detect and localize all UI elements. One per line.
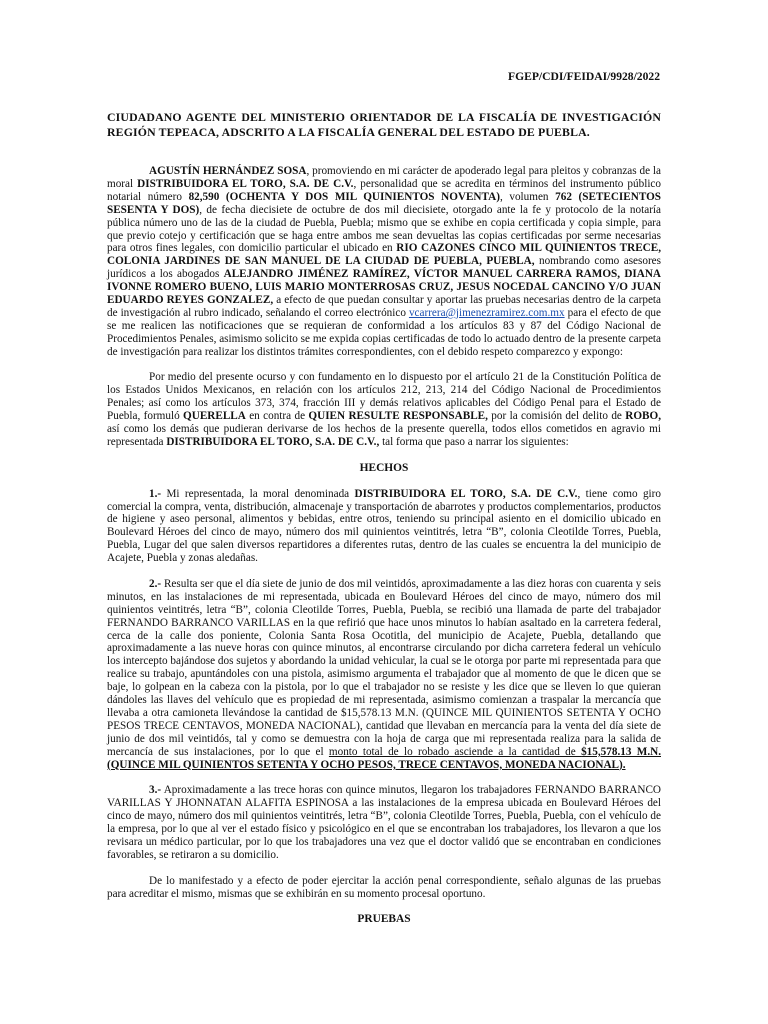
intro-text-5: nombrando como asesores jurídicos a los abogados [107, 255, 662, 281]
complaint-company: DISTRIBUIDORA EL TORO, S.A. DE C.V., [166, 436, 380, 449]
fact-1-paragraph [107, 488, 661, 565]
hechos-heading: HECHOS [359, 461, 409, 474]
fact-1-number: 1.- [149, 487, 162, 500]
responsible-label: QUIEN RESULTE RESPONSABLE, [308, 410, 488, 423]
intro-text-2: , personalidad que se acredita en términos del instrumento público notarial número [107, 177, 661, 203]
complaint-text-1: Por medio del presente ocurso y con fundamento en lo dispuesto por el artículo 21 de la Constitución Política de los Estados Unidos Mexicanos, en relación con los artículos 212, 213, 214 del Código Nacional de Procedimientos Penales; así como los artículos 373, 374, fracción III y demás relativos aplicables del Código Penal para el Estado de Puebla, formuló [107, 371, 661, 423]
complaint-paragraph [107, 371, 661, 448]
fact-3-number: 3.- [149, 784, 162, 797]
fact-1-company: DISTRIBUIDORA EL TORO, S.A. DE C.V. [354, 487, 578, 500]
fact-2-text-1: Resulta ser que el día siete de junio de dos mil veintidós, aproximadamente a las diez horas con cuarenta y seis minutos, en las instalaciones de mi representada, ubicada en Boulevard Héroes del cinco de mayo, número dos mil quinientos veintitrés, letra “B”, colonia Cleotilde Torres, Puebla, Puebla, se recibió una llamada de parte del trabajador FERNANDO BARRANCO VARILLAS en la que refirió que hace unos minutos lo habían asaltado en la carretera federal, cerca de la calle dos poniente, Colonia Santa Rosa Ocotitla, del municipio de Acajete, Puebla, detallando que aproximadamente a las nueve horas con quince minutos, al encontrarse circulando por dicha carretera federal un vehículo los intercepto bajándose dos sujetos y abordando la unidad vehicular, la cual se le otorga por parte mi representada para que realice su trabajo, apuntándoles con una pistola, asimismo argumenta el trabajador que al momento de que le dicen que se baje, lo golpean en la cabeza con la pistola, por lo que el trabajador no se resiste y les dice que se lleven lo que quieran dándoles las llaves del vehículo que es propiedad de mi representada, asimismo comienzan a traspalar la mercancía que llevaba a otra camioneta llevándose la cantidad de $15,578.13 M.N. (QUINCE MIL QUINIENTOS SETENTA Y OCHO PESOS TRECE CENTAVOS, MONEDA NACIONAL), cantidad que llevaban en mercancía para la venta del día siete de junio de dos mil veintidós, tal y como se demuestra con la hoja de carga que mi representada realiza para la salida de mercancía de sus instalaciones, por lo que el [107, 577, 661, 758]
intro-text-6: a efecto de que puedan consultar y aportar las pruebas necesarias dentro de la carpeta de investigación al rubro indicado, señalando el correo electrónico [107, 294, 661, 319]
document-body [107, 165, 661, 939]
fact-2-paragraph [107, 578, 661, 772]
fact-3-text-1: Aproximadamente a las trece horas con quince minutos, llegaron los trabajadores FERNANDO BARRANCO VARILLAS Y JHONNATAN ALAFITA ESPINOSA a las instalaciones de la empresa ubicada en Boulevard Héroes del cinco de mayo, número dos mil quinientos veintitrés, letra “B”, colonia Cleotilde Torres, Puebla, Puebla, con el vehículo de la empresa, por lo que al ver el estado físico y psicológico en el que se encontraban los trabajadores, los llevaron a que los revisara un médico particular, por lo que los trabajadores una vez que el doctor validó que se encontraban en condiciones favorables, se retiraron a su domicilio. [107, 784, 661, 861]
fact-2-number: 2.- [149, 577, 162, 590]
fact-3-paragraph [107, 784, 661, 861]
addressee-block: CIUDADANO AGENTE DEL MINISTERIO ORIENTADOR DE LA FISCALÍA DE INVESTIGACIÓN REGIÓN TEPEACA, ADSCRITO A LA FISCALÍA GENERAL DEL ESTADO DE PUEBLA. [107, 110, 661, 139]
instrument-number: 82,590 (OCHENTA Y DOS MIL QUINIENTOS NOVENTA) [188, 190, 500, 203]
intro-text-1: , promoviendo en mi carácter de apoderado legal para pleitos y cobranzas de la moral [107, 165, 662, 190]
complaint-text-3: por la comisión del delito de [487, 410, 626, 423]
fact-2-underlined: monto total de lo robado asciende a la cantidad de [328, 745, 582, 758]
complainant-address: RIO CAZONES CINCO MIL QUINIENTOS TRECE, COLONIA JARDINES DE SAN MANUEL DE LA CIUDAD DE PUEBLA, PUEBLA, [107, 242, 662, 268]
complainant-name: AGUSTÍN HERNÁNDEZ SOSA [149, 165, 307, 177]
lawyers-list: ALEJANDRO JIMÉNEZ RAMÍREZ, VÍCTOR MANUEL CARRERA RAMOS, DIANA IVONNE ROMERO BUENO, LUIS MARIO MONTERROSAS CRUZ, JESUS NOCEDAL CANCINO Y/O JUAN EDUARDO REYES GONZALEZ, [107, 268, 661, 307]
complaint-text-5: tal forma que paso a narrar los siguientes: [379, 436, 569, 449]
intro-text-3: , volumen [499, 190, 556, 203]
volume-number: 762 (SETECIENTOS SESENTA Y DOS) [107, 190, 662, 216]
stolen-amount: $15,578.13 M.N. (QUINCE MIL QUINIENTOS SETENTA Y OCHO PESOS, TRECE CENTAVOS, MONEDA NACIONAL). [107, 745, 661, 771]
company-name: DISTRIBUIDORA EL TORO, S.A. DE C.V. [137, 177, 354, 190]
fact-1-text-2: , tiene como giro comercial la compra, venta, distribución, almacenaje y transportación de abarrotes y productos complementarios, productos de higiene y aseo personal, alimentos y bebidas, entre otros, teniendo su principal asiento en el domicilio ubicado en Boulevard Héroes del cinco de mayo, número dos mil quinientos veintitrés, letra “B”, colonia Cleotilde Torres, Puebla, Puebla, Lugar del que salen diversos repartidores a diferentes rutas, dentro de las cuales se encuentra la del municipio de Acajete, Puebla y zonas aledañas. [107, 487, 661, 565]
pruebas-heading: PRUEBAS [357, 913, 411, 926]
case-reference: FGEP/CDI/FEIDAI/9928/2022 [507, 70, 660, 83]
intro-text-4: , de fecha diecisiete de octubre de dos mil diecisiete, otorgado ante la fe y protocolo de la notaría pública número uno de las de la ciudad de Puebla, Puebla; mismo que se exhibe en copia certificada y copia simple, para que previo cotejo y certificación que se haga entre ambos me sean devueltas las copias certificadas por serme necesarias para otros fines legales, con domicilio particular el ubicado en [107, 203, 661, 255]
querella-label: QUERELLA [183, 410, 246, 423]
complaint-text-4: así como los demás que pudieran derivarse de los hechos de la presente querella, todos ellos cometidos en agravio mi representada [107, 423, 661, 449]
intro-text-7: para el efecto de que se me realicen las notificaciones que se requieran de conformidad a los artículos 83 y 87 del Código Nacional de Procedimientos Penales, asimismo solicito se me expida copias certificadas de todo lo actuado dentro de la presente carpeta de investigación para realizar los distintos trámites correspondientes, con el debido respeto comparezco y expongo: [107, 306, 661, 358]
closing-paragraph: De lo manifestado y a efecto de poder ejercitar la acción penal correspondiente, señalo algunas de las pruebas para acreditar el mismo, mismas que se exhibirán en su momento procesal oportuno. [107, 874, 661, 900]
complaint-text-2: en contra de [245, 410, 309, 423]
email-link[interactable]: vcarrera@jimenezramirez.com.mx [408, 306, 565, 319]
fact-1-text-1: Mi representada, la moral denominada [161, 487, 355, 500]
crime-label: ROBO, [625, 410, 662, 423]
intro-paragraph [107, 165, 661, 359]
